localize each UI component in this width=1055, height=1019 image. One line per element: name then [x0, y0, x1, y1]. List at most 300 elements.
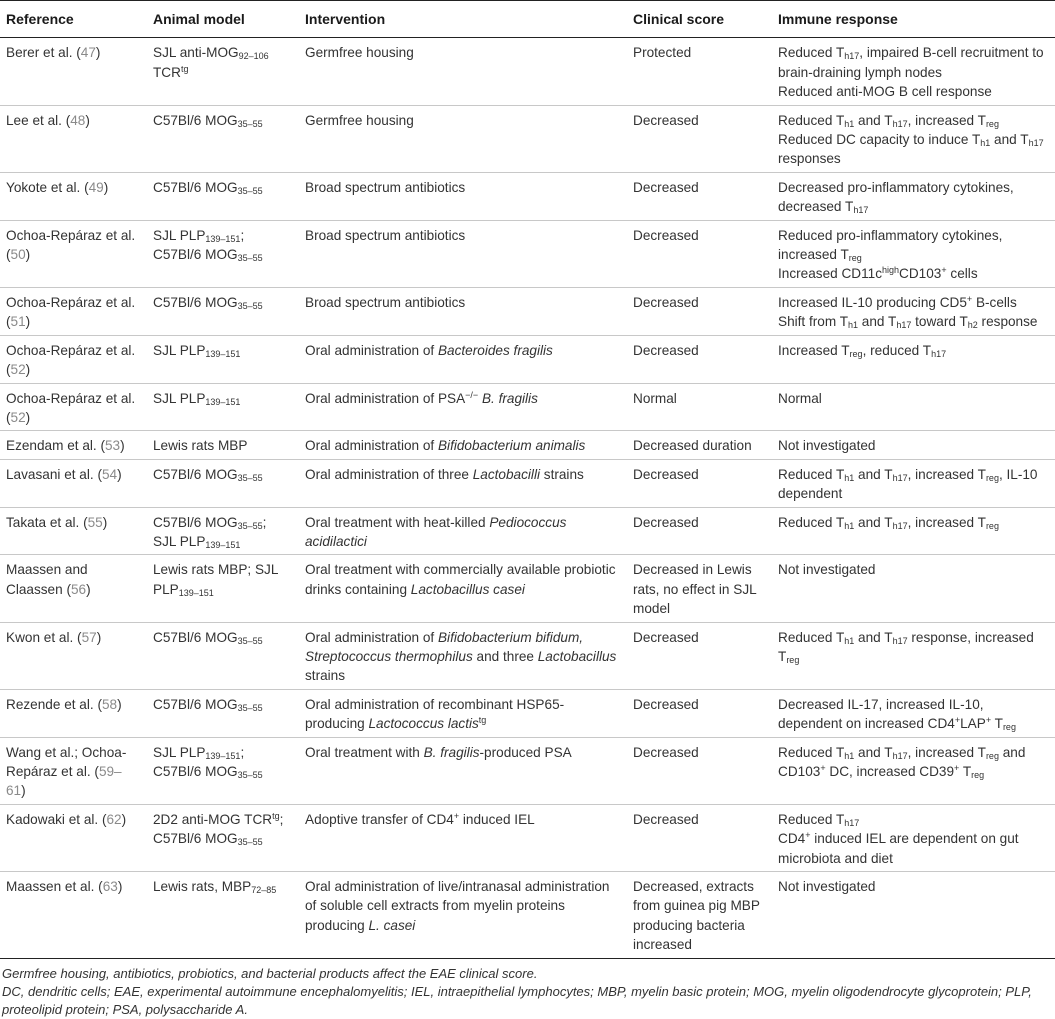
- cell-text: Oral treatment with commercially available probiotic drinks containing: [305, 562, 616, 597]
- cell-text: CD4: [778, 831, 806, 847]
- subscript: 139–151: [178, 587, 214, 598]
- reference-cell: [0, 622, 147, 689]
- cell-text: Decreased IL-17, increased IL-10, dependent on increased CD4: [778, 696, 984, 732]
- cell-text: Ochoa-Repáraz et al. (: [6, 294, 136, 330]
- italic-text: Bacteroides fragilis: [437, 342, 553, 358]
- cell-text: ): [117, 696, 122, 712]
- cell-text: Decreased: [633, 112, 699, 128]
- cell-text: Normal: [778, 390, 822, 406]
- cell-text: strains: [305, 668, 346, 684]
- cell-text: SJL PLP: [153, 227, 206, 243]
- cell-text: Yokote et al. (: [6, 179, 89, 195]
- clinical-score-cell: [627, 38, 772, 105]
- clinical-score-cell: [627, 507, 772, 555]
- cell-text: Decreased duration: [633, 438, 752, 454]
- table-row: [0, 804, 1055, 871]
- animal-model-cell: [147, 507, 299, 555]
- reference-cell: [0, 555, 147, 622]
- cell-text: Reduced pro-inflammatory cytokines, increased T: [778, 227, 1003, 263]
- cell-text: ): [121, 811, 127, 827]
- table-row: [0, 172, 1055, 220]
- cell-text: Adoptive transfer of CD4: [305, 811, 454, 827]
- intervention-cell: [299, 622, 627, 689]
- subscript: h17: [853, 205, 869, 216]
- italic-text: Lactobacilli: [472, 466, 540, 482]
- reference-cell: [0, 507, 147, 555]
- cell-text: Kwon et al. (: [6, 629, 82, 645]
- animal-model-cell: [147, 555, 299, 622]
- superscript: high: [882, 265, 900, 276]
- animal-model-cell: [147, 431, 299, 459]
- cell-text: Oral administration of: [305, 342, 438, 358]
- cell-text: Oral treatment with: [305, 744, 424, 760]
- cell-text: ): [21, 783, 26, 799]
- cell-text: Reduced T: [778, 629, 845, 645]
- cell-text: C57Bl/6 MOG: [153, 247, 238, 263]
- subscript: 139–151: [205, 750, 241, 761]
- table-row: [0, 872, 1055, 959]
- subscript: h17: [892, 118, 908, 129]
- cell-text: Lewis rats MBP: [153, 438, 248, 454]
- clinical-score-cell: [627, 804, 772, 871]
- cell-text: Decreased: [633, 342, 699, 358]
- subscript: 35–55: [237, 300, 263, 311]
- citation-number: 56: [70, 581, 87, 597]
- citation-number: 53: [104, 438, 121, 454]
- clinical-score-cell: [627, 335, 772, 383]
- cell-text: Ezendam et al. (: [6, 438, 105, 454]
- superscript: +: [966, 293, 973, 304]
- immune-response-cell: [772, 872, 1055, 959]
- intervention-cell: [299, 38, 627, 105]
- table-row: [0, 555, 1055, 622]
- cell-text: response, increased T: [778, 629, 1034, 664]
- subscript: h1: [844, 750, 855, 761]
- citation-number: 55: [87, 514, 103, 530]
- subscript: h1: [848, 320, 859, 331]
- cell-text: C57Bl/6 MOG: [153, 629, 238, 645]
- citation-number: 59–61: [6, 764, 122, 799]
- cell-text: Decreased in Lewis rats, no effect in SJL model: [633, 562, 757, 617]
- citation-number: 49: [88, 179, 104, 195]
- cell-text: Lavasani et al. (: [6, 466, 102, 482]
- cell-text: , increased T: [907, 112, 986, 128]
- cell-text: , increased T: [907, 744, 986, 760]
- cell-text: ): [103, 179, 109, 195]
- intervention-cell: [299, 507, 627, 555]
- cell-text: SJL PLP: [153, 390, 206, 406]
- cell-text: ): [95, 45, 101, 61]
- subscript: 35–55: [237, 635, 263, 646]
- cell-text: Maassen et al. (: [6, 879, 103, 895]
- superscript: +: [820, 763, 826, 773]
- cell-text: Wang et al.; Ochoa-Repáraz et al. (: [6, 744, 127, 779]
- subscript: 35–55: [237, 837, 263, 848]
- immune-response-cell: [772, 459, 1055, 507]
- immune-response-cell: [772, 383, 1055, 431]
- intervention-cell: [299, 872, 627, 959]
- reference-cell: [0, 737, 147, 804]
- clinical-score-cell: [627, 383, 772, 431]
- cell-text: C57Bl/6 MOG: [153, 179, 238, 195]
- table-row: [0, 38, 1055, 105]
- cell-text: Lewis rats MBP; SJL PLP: [153, 562, 278, 597]
- intervention-cell: [299, 105, 627, 172]
- cell-text: C57Bl/6 MOG: [153, 514, 238, 530]
- immune-response-cell: [772, 335, 1055, 383]
- cell-text: induced IEL are dependent on gut microbiota and diet: [778, 831, 1019, 866]
- cell-text: ): [117, 879, 123, 895]
- reference-cell: [0, 172, 147, 220]
- cell-text: Oral administration of three: [305, 466, 473, 482]
- superscript: −/−: [465, 389, 479, 400]
- immune-response-cell: [772, 431, 1055, 459]
- header-clinical-score: Clinical score: [627, 1, 772, 38]
- intervention-cell: [299, 172, 627, 220]
- cell-text: Ochoa-Repáraz et al. (: [6, 342, 136, 378]
- cell-text: Rezende et al. (: [6, 696, 102, 712]
- cell-text: Reduced T: [778, 744, 845, 760]
- clinical-score-cell: [627, 622, 772, 689]
- cell-text: Increased T: [778, 342, 850, 358]
- clinical-score-cell: [627, 431, 772, 459]
- cell-text: Reduced anti-MOG B cell response: [778, 84, 992, 100]
- cell-text: T: [959, 764, 972, 779]
- cell-text: response: [977, 314, 1038, 330]
- subscript: 35–55: [237, 770, 263, 780]
- cell-text: ): [25, 314, 31, 330]
- superscript: +: [954, 715, 961, 726]
- cell-text: ): [86, 581, 91, 597]
- superscript: tg: [180, 63, 189, 74]
- subscript: reg: [985, 118, 999, 129]
- italic-text: L. casei: [368, 917, 416, 933]
- immune-response-cell: [772, 172, 1055, 220]
- immune-response-cell: [772, 689, 1055, 737]
- citation-number: 62: [106, 811, 122, 827]
- cell-text: , reduced T: [862, 342, 932, 358]
- reference-cell: [0, 383, 147, 431]
- cell-text: Broad spectrum antibiotics: [305, 294, 466, 310]
- cell-text: and T: [990, 132, 1029, 148]
- reference-cell: [0, 287, 147, 335]
- cell-text: C57Bl/6 MOG: [153, 112, 238, 128]
- animal-model-cell: [147, 459, 299, 507]
- citation-number: 52: [10, 409, 26, 425]
- table-row: [0, 383, 1055, 431]
- cell-text: and CD103: [778, 744, 1026, 779]
- cell-text: Protected: [633, 45, 692, 61]
- cell-text: Oral administration of: [305, 629, 438, 645]
- reference-cell: [0, 431, 147, 459]
- intervention-cell: [299, 287, 627, 335]
- cell-text: ): [85, 112, 90, 128]
- subscript: h17: [892, 635, 908, 646]
- animal-model-cell: [147, 622, 299, 689]
- cell-text: LAP: [960, 716, 986, 732]
- subscript: h17: [892, 750, 908, 761]
- cell-text: TCR: [153, 64, 181, 80]
- superscript: +: [985, 715, 992, 726]
- footnote-summary: Germfree housing, antibiotics, probiotics, and bacterial products affect the EAE clinical score.: [2, 965, 538, 981]
- cell-text: Decreased: [633, 629, 699, 645]
- intervention-cell: [299, 220, 627, 287]
- intervention-cell: [299, 804, 627, 871]
- animal-model-cell: [147, 220, 299, 287]
- subscript: 35–55: [237, 185, 263, 196]
- table-row: [0, 507, 1055, 555]
- immune-response-cell: [772, 804, 1055, 871]
- cell-text: Reduced T: [778, 514, 845, 530]
- subscript: reg: [849, 348, 863, 359]
- cell-text: Decreased pro-inflammatory cytokines, decreased T: [778, 179, 1014, 215]
- table-row: [0, 287, 1055, 335]
- table-header-row: [0, 1, 1055, 38]
- immune-response-cell: [772, 220, 1055, 287]
- cell-text: C57Bl/6 MOG: [153, 466, 238, 482]
- cell-text: Not investigated: [778, 562, 876, 578]
- cell-text: C57Bl/6 MOG: [153, 764, 238, 779]
- cell-text: Decreased: [633, 294, 699, 310]
- italic-text: Pediococcus acidilactici: [305, 514, 567, 549]
- header-reference: Reference: [0, 1, 147, 38]
- table-row: [0, 737, 1055, 804]
- subscript: 35–55: [237, 118, 263, 129]
- cell-text: Increased CD11c: [778, 266, 883, 282]
- table-row: [0, 431, 1055, 459]
- header-immune-response: Immune response: [772, 1, 1055, 38]
- cell-text: responses: [778, 151, 841, 167]
- table-footnotes: [0, 959, 1055, 1019]
- cell-text: Germfree housing: [305, 112, 414, 128]
- clinical-score-cell: [627, 105, 772, 172]
- cell-text: and T: [854, 629, 893, 645]
- superscript: +: [805, 830, 811, 841]
- italic-text: B. fragilis: [481, 390, 538, 406]
- animal-model-cell: [147, 872, 299, 959]
- cell-text: T: [991, 716, 1003, 732]
- reference-cell: [0, 105, 147, 172]
- clinical-score-cell: [627, 872, 772, 959]
- cell-text: Maassen and Claassen (: [6, 562, 88, 597]
- cell-text: Broad spectrum antibiotics: [305, 227, 466, 243]
- header-intervention: Intervention: [299, 1, 627, 38]
- cell-text: , IL-10 dependent: [778, 466, 1038, 502]
- citation-number: 47: [80, 45, 96, 61]
- table-row: [0, 689, 1055, 737]
- subscript: 92–106: [238, 51, 269, 62]
- cell-text: Oral administration of recombinant HSP65-producing: [305, 696, 565, 732]
- cell-text: SJL anti-MOG: [153, 45, 239, 61]
- reference-cell: [0, 220, 147, 287]
- immune-response-cell: [772, 622, 1055, 689]
- subscript: reg: [985, 472, 999, 483]
- cell-text: and three: [472, 648, 538, 664]
- cell-text: Takata et al. (: [6, 514, 88, 530]
- superscript: +: [954, 763, 960, 773]
- cell-text: Berer et al. (: [6, 45, 81, 61]
- cell-text: Reduced T: [778, 811, 845, 827]
- clinical-score-cell: [627, 459, 772, 507]
- table-row: [0, 220, 1055, 287]
- cell-text: ): [25, 362, 31, 378]
- subscript: 35–55: [237, 253, 263, 264]
- table-row: [0, 335, 1055, 383]
- cell-text: Shift from T: [778, 314, 848, 330]
- cell-text: ): [102, 514, 108, 530]
- intervention-cell: [299, 335, 627, 383]
- footnote-abbreviations: DC, dendritic cells; EAE, experimental autoimmune encephalomyelitis; IEL, intraepithelial lymphocytes; MBP, myelin basic protein; MOG, myelin oligodendrocyte glycoprotein; PLP, proteolipid protein; PSA, polysaccharide A.: [2, 983, 1032, 1017]
- cell-text: Normal: [633, 390, 677, 406]
- cell-text: Decreased: [633, 744, 699, 760]
- cell-text: Oral treatment with heat-killed: [305, 514, 490, 530]
- reference-cell: [0, 38, 147, 105]
- cell-text: Broad spectrum antibiotics: [305, 179, 466, 195]
- cell-text: C57Bl/6 MOG: [153, 696, 238, 712]
- cell-text: Not investigated: [778, 438, 876, 454]
- subscript: h17: [892, 472, 908, 483]
- cell-text: ): [96, 629, 102, 645]
- subscript: 72–85: [251, 885, 277, 896]
- superscript: +: [453, 810, 460, 821]
- cell-text: ;: [240, 744, 245, 760]
- italic-text: Lactobacillus casei: [410, 581, 525, 597]
- cell-text: ): [120, 438, 125, 454]
- cell-text: Reduced T: [778, 466, 845, 482]
- cell-text: ): [25, 247, 31, 263]
- citation-number: 57: [81, 629, 97, 645]
- italic-text: Lactococcus lactis: [368, 716, 479, 732]
- immune-response-cell: [772, 737, 1055, 804]
- cell-text: Reduced T: [778, 112, 845, 128]
- cell-text: and T: [854, 466, 893, 482]
- animal-model-cell: [147, 383, 299, 431]
- italic-text: Bifidobacterium animalis: [437, 438, 586, 454]
- cell-text: and T: [854, 514, 893, 530]
- animal-model-cell: [147, 737, 299, 804]
- cell-text: and T: [858, 314, 897, 330]
- subscript: reg: [985, 520, 999, 531]
- cell-text: ): [117, 466, 122, 482]
- cell-text: SJL PLP: [153, 342, 206, 358]
- table-row: [0, 105, 1055, 172]
- subscript: h1: [980, 138, 991, 149]
- cell-text: , increased T: [907, 514, 986, 530]
- cell-text: Decreased: [633, 514, 699, 530]
- cell-text: ;: [262, 514, 267, 530]
- cell-text: SJL PLP: [153, 744, 206, 760]
- cell-text: Decreased, extracts from guinea pig MBP producing bacteria increased: [633, 879, 760, 953]
- citation-number: 52: [10, 362, 26, 378]
- cell-text: ): [25, 409, 31, 425]
- cell-text: and T: [854, 112, 893, 128]
- citation-number: 50: [10, 247, 26, 263]
- subscript: 35–55: [237, 520, 263, 531]
- clinical-score-cell: [627, 220, 772, 287]
- animal-model-cell: [147, 38, 299, 105]
- immune-response-cell: [772, 38, 1055, 105]
- animal-model-cell: [147, 335, 299, 383]
- subscript: reg: [848, 253, 862, 264]
- cell-text: Decreased: [633, 811, 699, 827]
- subscript: reg: [1002, 722, 1016, 733]
- table-row: [0, 622, 1055, 689]
- citation-number: 63: [102, 879, 118, 895]
- subscript: h17: [931, 348, 947, 359]
- clinical-score-cell: [627, 689, 772, 737]
- cell-text: Oral administration of live/intranasal administration of soluble cell extracts from myelin proteins producing: [305, 879, 610, 933]
- subscript: 139–151: [205, 396, 241, 407]
- reference-cell: [0, 335, 147, 383]
- intervention-cell: [299, 383, 627, 431]
- subscript: 139–151: [205, 348, 241, 359]
- cell-text: Lee et al. (: [6, 112, 71, 128]
- cell-text: Lewis rats, MBP: [153, 879, 252, 895]
- subscript: reg: [971, 770, 985, 780]
- cell-text: , impaired B-cell recruitment to brain-draining lymph nodes: [778, 45, 1044, 80]
- animal-model-cell: [147, 804, 299, 871]
- cell-text: Ochoa-Repáraz et al. (: [6, 390, 136, 425]
- cell-text: C57Bl/6 MOG: [153, 831, 238, 847]
- immune-response-cell: [772, 105, 1055, 172]
- immune-response-cell: [772, 507, 1055, 555]
- cell-text: Reduced T: [778, 45, 845, 61]
- cell-text: C57Bl/6 MOG: [153, 294, 238, 310]
- cell-text: and T: [854, 744, 893, 760]
- cell-text: strains: [540, 466, 584, 482]
- cell-text: toward T: [911, 314, 968, 330]
- subscript: h1: [844, 520, 855, 531]
- cell-text: Oral administration of PSA: [305, 390, 466, 406]
- cell-text: Decreased: [633, 227, 699, 243]
- animal-model-cell: [147, 287, 299, 335]
- citation-number: 51: [10, 314, 26, 330]
- cell-text: CD103: [899, 266, 942, 282]
- subscript: 139–151: [205, 233, 241, 244]
- intervention-cell: [299, 737, 627, 804]
- animal-model-cell: [147, 105, 299, 172]
- subscript: h17: [892, 520, 908, 531]
- intervention-cell: [299, 431, 627, 459]
- subscript: 139–151: [205, 539, 241, 550]
- animal-model-cell: [147, 689, 299, 737]
- cell-text: Reduced DC capacity to induce T: [778, 132, 981, 148]
- reference-cell: [0, 804, 147, 871]
- cell-text: 2D2 anti-MOG TCR: [153, 811, 273, 827]
- cell-text: cells: [946, 266, 978, 282]
- subscript: h17: [1028, 138, 1044, 149]
- cell-text: Oral administration of: [305, 438, 438, 454]
- cell-text: SJL PLP: [153, 533, 206, 549]
- superscript: +: [941, 265, 947, 276]
- intervention-cell: [299, 689, 627, 737]
- italic-text: Lactobacillus: [537, 648, 617, 664]
- clinical-score-cell: [627, 287, 772, 335]
- cell-text: Germfree housing: [305, 45, 414, 61]
- cell-text: Increased IL-10 producing CD5: [778, 294, 967, 310]
- subscript: 35–55: [237, 472, 263, 483]
- intervention-cell: [299, 555, 627, 622]
- subscript: reg: [786, 654, 800, 665]
- cell-text: Decreased: [633, 696, 699, 712]
- superscript: tg: [478, 715, 487, 726]
- reference-cell: [0, 459, 147, 507]
- clinical-score-cell: [627, 555, 772, 622]
- cell-text: Ochoa-Repáraz et al. (: [6, 227, 136, 263]
- cell-text: DC, increased CD39: [825, 764, 955, 779]
- subscript: h1: [844, 118, 855, 129]
- animal-model-cell: [147, 172, 299, 220]
